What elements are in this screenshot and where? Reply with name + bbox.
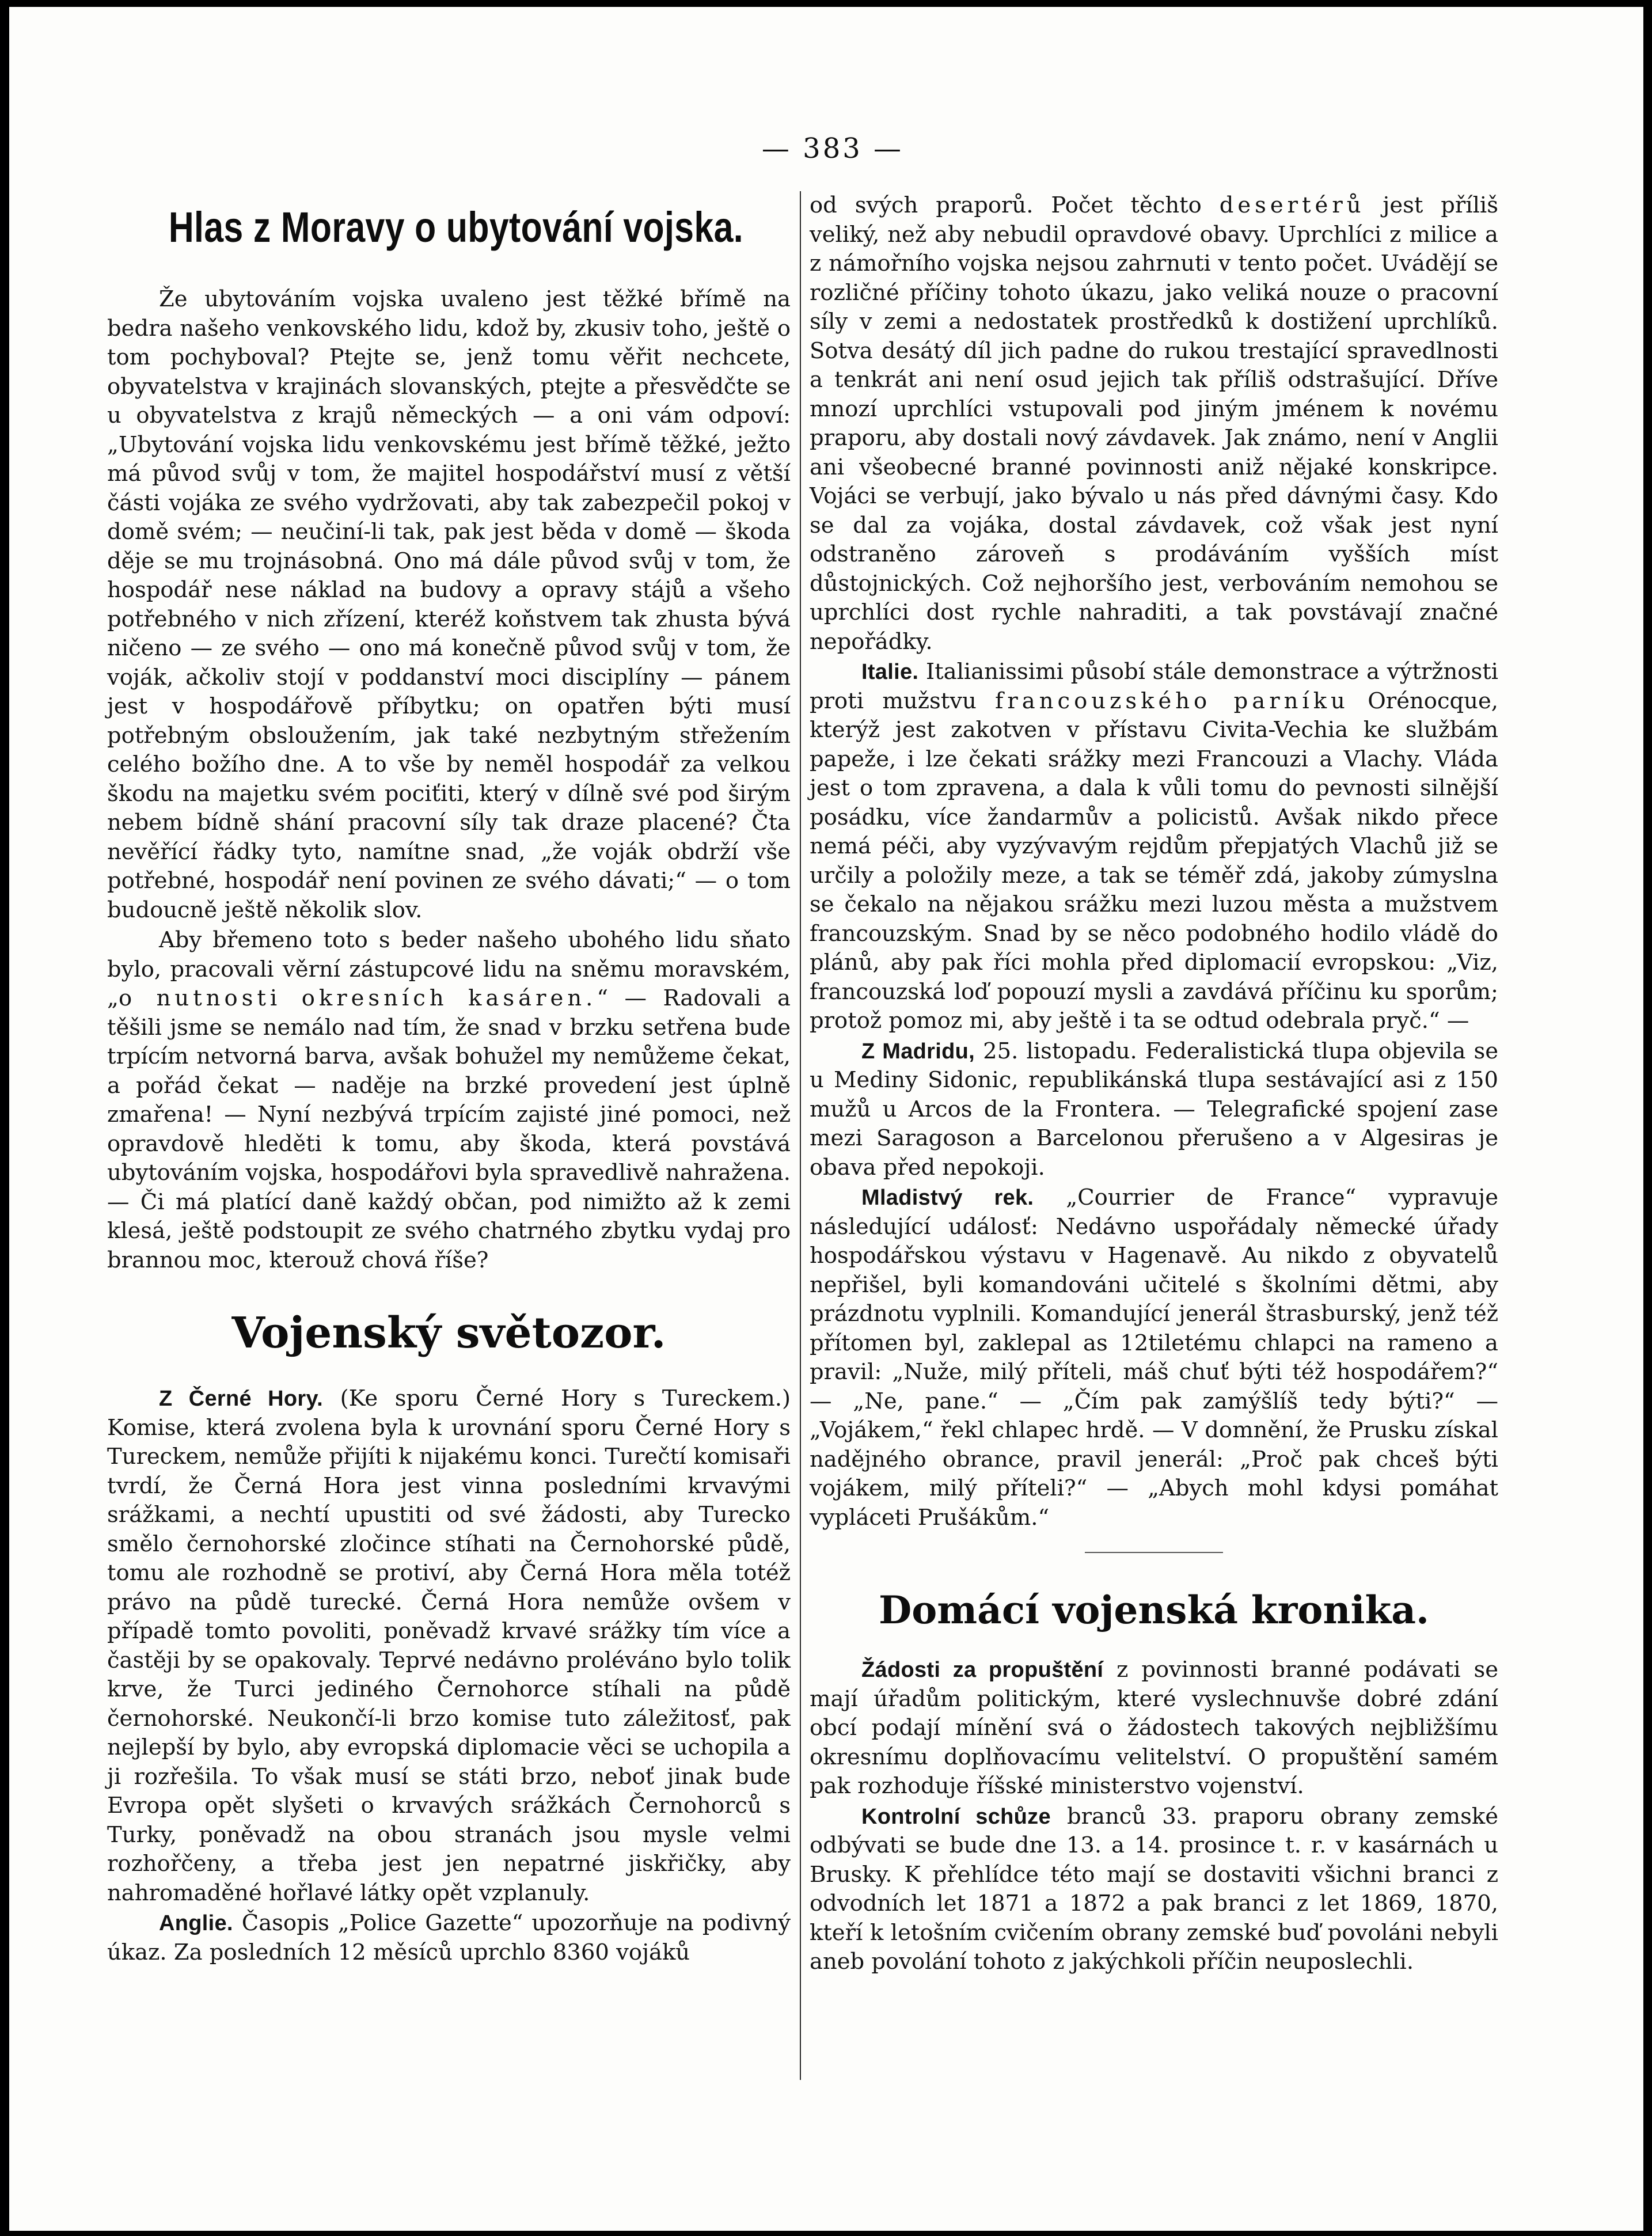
article-paragraph: Že ubytováním vojska uvaleno jest těžké břímě na bedra našeho venkovského lidu, kdož by, zkusiv toho, ještě o tom pochyboval? Ptejte se, jenž tomu věřit nechcete, obyvatelstva v krajinách slovanských, ptejte a přesvědčte se u obyvatelstva z krajů německých — a oni vám odpoví: „Ubytování vojska lidu venkovskému jest břímě těžké, ježto má původ svůj v tom, že majitel hospodářství musí z větší části vojáka ze svého vydržovati, aby tak zabezpečil pokoj v domě svém; — neučiní-li tak, pak jest běda v domě — škoda děje se mu trojnásobná. Ono má dále původ svůj v tom, že hospodář nese náklad na budovy a opravy stájů a všeho potřebného v nich zřízení, kteréž koňstvem tak zhusta bývá ničeno — ze svého — ono má konečně původ svůj v tom, že voják, ačkoliv stojí v poddanství moci disciplíny — pánem jest v hospodářově příbytku; on opatřen býti musí potřebným obsloužením, jak také nezbytným střežením celého božího dne. A to vše by neměl hospodář za velkou škodu na majetku svém pociťiti, který v dílně své pod širým nebem bídně shání pracovní síly tak draze placené? Čta nevěřící řádky tyto, namítne snad, „že voják obdrží vše potřebné, hospodář není povinen ze svého dávati;“ — o tom budoucně ještě několik slov. xyxy=(107,286,791,923)
news-item-heading: Z Černé Hory. xyxy=(159,1387,323,1411)
column-divider xyxy=(800,191,801,2080)
news-item-heading: Kontrolní schůze xyxy=(861,1804,1051,1829)
spaced-emphasis: o nutnosti okresních kasáren. xyxy=(118,985,597,1011)
news-item-madrid: Z Madridu, 25. listopadu. Federalistická tlupa objevila se u Mediny Sidonic, republikánská tlupa sestávající asi z 150 mužů u Arcos de la Frontera. — Telegrafické spojení zase mezi Saragoson a Barcelonou přerušeno a v Algesiras je obava před nepokoji. xyxy=(810,1038,1498,1180)
news-item-england-continued: od svých praporů. Počet těchto desertérů jest příliš veliký, než aby nebudil opravdové obavy. Uprchlíci z milice a z námořního vojska nejsou zahrnuti v tento počet. Uvádějí se rozličné příčiny tohoto úkazu, jako veliká nouze o pracovní síly v zemi a nedostatek prostředků k dostižení uprchlíků. Sotva desátý díl jich padne do rukou trestající spravedlnosti a tenkrát ani není osud jejich tak příliš odstrašující. Dříve mnozí uprchlíci vstupovali pod jiným jménem k novému praporu, aby dostali nový závdavek. Jak známo, není v Anglii ani všeobecné branné povinnosti aniž nějaké konskripce. Vojáci se verbují, jako bývalo u nás před dávnými časy. Kdo se dal za vojáka, dostal závdavek, což však jest nyní odstraněno zároveň s prodáváním vyšších míst důstojnických. Což nejhoršího jest, verbováním nemohou se uprchlíci dost rychle nahraditi, a tak povstávají značné nepořádky. xyxy=(810,192,1498,655)
article-paragraph: Aby břemeno toto s beder našeho ubohého lidu sňato bylo, pracovali věrní zástupcové lidu na sněmu moravském, „o nutnosti okresních kasáren.“ — Radovali a těšili jsme se nemálo nad tím, že snad v brzku setřena bude trpícím netvorná barva, avšak bohužel my nemůžeme čekat, a pořád čekat — naděje na brzké provedení jest úplně zmařena! — Nyní nezbývá trpícím zajisté jiné pomoci, než opravdově hleděti k tomu, aby škoda, která povstává ubytováním vojska, hospodářovi byla spravedlivě nahražena. — Či má platící daně každý občan, pod nimižto až k zemi klesá, ještě podstoupit ze svého chatrného zbytku vydaj pro brannou moc, kterouž chová říše? xyxy=(107,927,791,1273)
section-title-military-world: Vojenský světozor. xyxy=(231,1308,666,1358)
spaced-emphasis: francouzského parníku xyxy=(995,688,1349,714)
right-column xyxy=(810,191,1498,1977)
spaced-emphasis: desertérů xyxy=(1219,192,1365,218)
news-item-heading: Žádosti za propuštění xyxy=(861,1658,1104,1682)
news-item-heading: Mladistvý rek. xyxy=(861,1186,1034,1210)
news-item-young-hero: Mladistvý rek. „Courrier de France“ vypravuje následující událosť: Nedávno uspořádaly německé úřady hospodářskou výstavu v Hagenavě. Au nikdo z obyvatelů nepřišel, byli komandováni učitelé s školními dětmi, aby prázdnotu vyplnili. Komandující jenerál štrasburský, jenž též přítomen byl, zaklepal as 12tiletému chlapci na rameno a pravil: „Nuže, milý příteli, máš chuť býti též hospodářem?“ — „Ne, pane.“ — „Čím pak zamýšlíš tedy býti?“ — „Vojákem,“ řekl chlapec hrdě. — V domnění, že Prusku získal nadějného obrance, pravil jenerál: „Proč pak chceš býti vojákem, milý příteli?“ — „Abych mohl kdysi pomáhat vypláceti Prušákům.“ xyxy=(810,1185,1498,1531)
news-item-heading: Italie. xyxy=(861,660,919,684)
news-item-heading: Z Madridu, xyxy=(861,1039,975,1064)
newspaper-page xyxy=(9,7,1643,2231)
news-item-montenegro: Z Černé Hory. (Ke sporu Černé Hory s Tureckem.) Komise, která zvolena byla k urovnání sporu Černé Hory s Tureckem, nemůže přijíti k nijakému konci. Turečtí komisaři tvrdí, že Černá Hora jest vinna posledními krvavými srážkami, a nechtí upustiti od své žádosti, aby Turecko smělo černohorské zločince stíhati na Černohorské půdě, tomu ale rozhodně se protiví, aby Černá Hora měla totéž právo na půdě turecké. Černá Hora nemůže ovšem v případě tomto povoliti, poněvadž krvavé srážky tím více a častěji by se opakovaly. Teprvé nedávno proléváno bylo tolik krve, že Turci jediného Černohorce stíhali na půdě černohorské. Neukončí-li brzo komise tuto záležitosť, pak nejlepší by bylo, aby evropská diplomacie věci se uchopila a ji rozřešila. To však musí se státi brzo, neboť jinak bude Evropa opět slyšeti o krvavých srážkách Černohorců s Turky, poněvadž na obou stranách jsou mysle velmi rozhořčeny, a třeba jest jen nepatrné jiskřičky, aby nahromaděné hořlavé látky opět vzplanuly. xyxy=(107,1385,791,1906)
page-number: — 383 — xyxy=(761,132,904,165)
news-item-england: Anglie. Časopis „Police Gazette“ upozorňuje na podivný úkaz. Za posledních 12 měsíců uprchlo 8360 vojáků xyxy=(107,1910,791,1965)
news-item-discharge-requests: Žádosti za propuštění z povinnosti branné podávati se mají úřadům politickým, které vyslechnuvše dobré zdání obcí podají mínění svá o žádostech takových nejbližšímu okresnímu doplňovacímu velitelství. O propuštění samém pak rozhoduje říšské ministerstvo vojenství. xyxy=(810,1657,1498,1799)
section-rule xyxy=(1085,1552,1223,1553)
news-item-italy: Italie. Italianissimi působí stále demonstrace a výtržnosti proti mužstvu francouzského parníku Orénocque, kterýž jest zakotven v přístavu Civita-Vechia ke službám papeže, i lze čekati srážky mezi Francouzi a Vlachy. Vláda jest o tom zpravena, a dala k vůli tomu do pevnosti silnější posádku, více žandarmův a policistů. Avšak nikdo přece nemá péči, aby vyzývavým rejdům přepjatých Vlachů již se určily a položily meze, a tak se téměř zdá, jakoby zúmyslna se čekalo na nějakou srážku mezi luzou města a mužstvem francouzským. Snad by se něco podobného hodilo vládě do plánů, aby pak říci mohla před diplomacií evropskou: „Viz, francouzská loď popouzí mysli a zavdává příčinu ku sporům; protož pomoz mi, aby ještě i ta se odtud odebrala pryč.“ — xyxy=(810,659,1498,1034)
news-item-control-meeting: Kontrolní schůze branců 33. praporu obrany zemské odbývati se bude dne 13. a 14. prosince t. r. v kasárnách u Brusky. K přehlídce této mají se dostaviti všichni branci z odvodních let 1871 a 1872 a pak branci z let 1869, 1870, kteří k letošním cvičením obrany zemské buď povoláni nebyli aneb povolání tohoto z jakýchkoli příčin neuposlechli. xyxy=(810,1803,1499,1975)
news-item-heading: Anglie. xyxy=(159,1911,233,1935)
article-title-moravia: Hlas z Moravy o ubytování vojska. xyxy=(168,203,744,251)
left-column xyxy=(107,191,791,1967)
section-title-domestic-chronicle: Domácí vojenská kronika. xyxy=(878,1588,1429,1633)
